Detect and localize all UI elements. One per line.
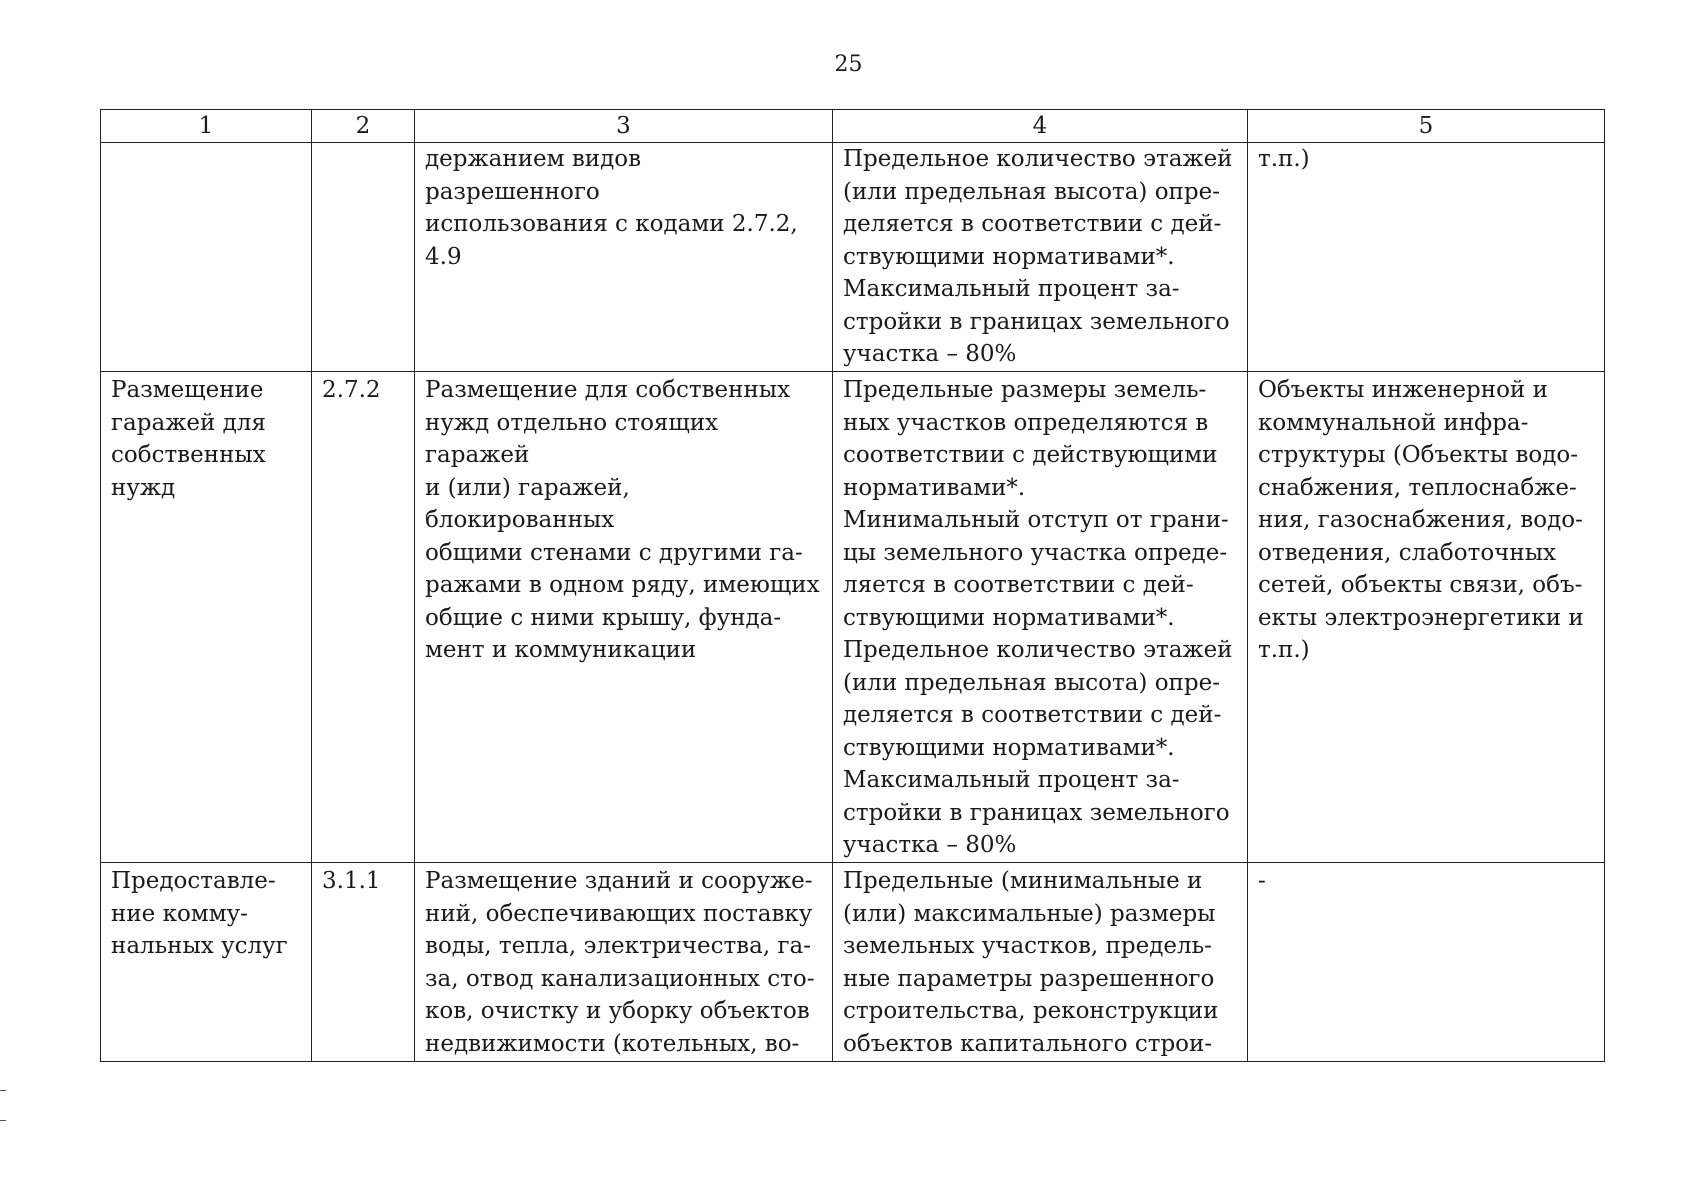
table-header-row — [101, 110, 1605, 143]
table-row — [101, 863, 1605, 1062]
cell-parameters: Предельное количество этажей (или предельная высота) опре- деляется в соответствии с дей- ствующими нормативами*. Максимальный процент за- стройки в границах земельного участка – 80% — [833, 143, 1248, 372]
cell-objects: т.п.) — [1248, 143, 1605, 372]
cell-objects: Объекты инженерной и коммунальной инфра- структуры (Объекты водо- снабжения, теплоснабже- ния, газоснабжения, водо- отведения, слаботочных сетей, объекты связи, объ- екты электроэнергетики и т.п.) — [1248, 372, 1605, 863]
column-header-2: 2 — [312, 110, 415, 143]
cell-use-name: Размещение гаражей для собственных нужд — [101, 372, 312, 863]
cell-objects: - — [1248, 863, 1605, 1062]
land-use-table — [100, 109, 1605, 1062]
cell-use-description: Размещение зданий и сооруже- ний, обеспечивающих поставку воды, тепла, электричества, га- за, отвод канализационных сто- ков, очистку и уборку объектов недвижимости (котельных, во- — [415, 863, 833, 1062]
table-row — [101, 372, 1605, 863]
cell-use-code — [312, 143, 415, 372]
column-header-5: 5 — [1248, 110, 1605, 143]
cell-use-name: Предоставле- ние комму- нальных услуг — [101, 863, 312, 1062]
table-row — [101, 143, 1605, 372]
cell-use-description: Размещение для собственных нужд отдельно стоящих гаражей и (или) гаражей, блокированных общими стенами с другими га- ражами в одном ряду, имеющих общие с ними крышу, фунда- мент и коммуникации — [415, 372, 833, 863]
scan-margin-mark — [0, 1090, 6, 1091]
cell-use-code: 2.7.2 — [312, 372, 415, 863]
cell-use-code: 3.1.1 — [312, 863, 415, 1062]
page-number: 25 — [834, 52, 863, 77]
cell-use-name — [101, 143, 312, 372]
scan-margin-mark — [0, 1120, 6, 1121]
column-header-1: 1 — [101, 110, 312, 143]
cell-parameters: Предельные размеры земель- ных участков определяются в соответствии с действующими нормативами*. Минимальный отступ от грани- цы земельного участка опреде- ляется в соответствии с дей- ствующими нормативами*. Предельное количество этажей (или предельная высота) опре- деляется в соответствии с дей- ствующими нормативами*. Максимальный процент за- стройки в границах земельного участка – 80% — [833, 372, 1248, 863]
column-header-3: 3 — [415, 110, 833, 143]
column-header-4: 4 — [833, 110, 1248, 143]
cell-parameters: Предельные (минимальные и (или) максимальные) размеры земельных участков, предель- ные параметры разрешенного строительства, реконструкции объектов капитального строи- — [833, 863, 1248, 1062]
cell-use-description: держанием видов разрешенного использования с кодами 2.7.2, 4.9 — [415, 143, 833, 372]
